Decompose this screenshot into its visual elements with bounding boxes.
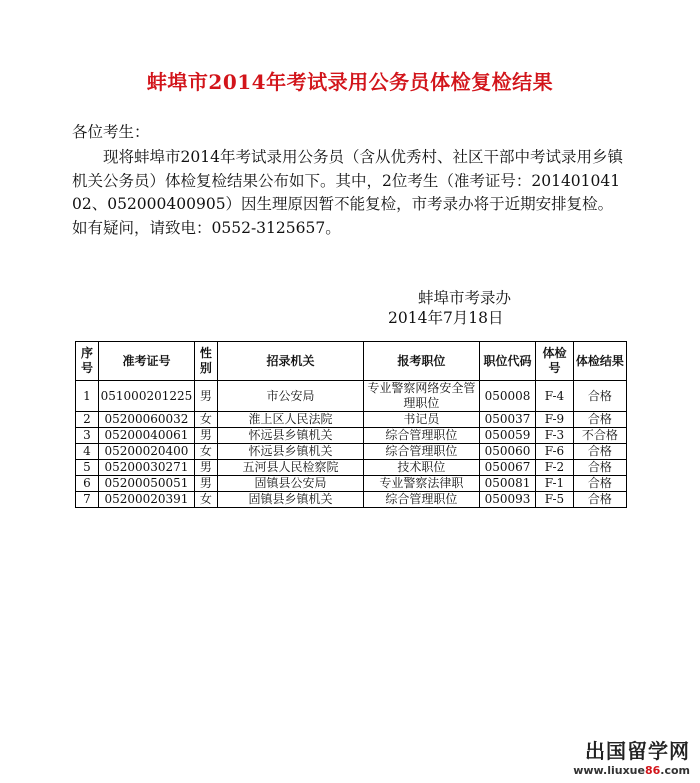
watermark-url-highlight: 86 [644,764,661,777]
table-cell: 综合管理职位 [364,444,480,460]
header-cell: 性别 [194,342,217,381]
table-cell: 7 [76,492,99,508]
table-cell: 书记员 [364,412,480,428]
table-cell: 五河县人民检察院 [217,460,363,476]
table-cell: 固镇县公安局 [217,476,363,492]
table-row [76,460,627,476]
table-cell: 050060 [479,444,535,460]
table-cell: 男 [194,428,217,444]
table-cell: 不合格 [573,428,626,444]
header-cell: 序号 [76,342,99,381]
table-cell: 合格 [573,460,626,476]
table-cell: 男 [194,476,217,492]
table-cell: 合格 [573,381,626,412]
table-cell: F-9 [536,412,574,428]
table-cell: 怀远县乡镇机关 [217,428,363,444]
header-cell: 报考职位 [364,342,480,381]
results-table [75,341,627,508]
table-cell: 05200060032 [98,412,194,428]
table-cell: 5 [76,460,99,476]
table-cell: 男 [194,381,217,412]
salutation: 各位考生： [72,123,150,141]
table-cell: 技术职位 [364,460,480,476]
table-row [76,428,627,444]
page-title: 蚌埠市2014年考试录用公务员体检复检结果 [146,70,554,94]
table-cell: 050081 [479,476,535,492]
table-cell: 05200050051 [98,476,194,492]
table-cell: 050037 [479,412,535,428]
table-cell: 固镇县乡镇机关 [217,492,363,508]
table-row [76,444,627,460]
table-cell: 专业警察网络安全管理职位 [364,381,480,412]
table-cell: F-4 [536,381,574,412]
table-row [76,492,627,508]
watermark-logo-text: 出国留学网 [585,739,690,763]
table-cell: 2 [76,412,99,428]
table-row [76,476,627,492]
table-cell: 05200030271 [98,460,194,476]
notice-body: 现将蚌埠市2014年考试录用公务员（含从优秀村、社区干部中考试录用乡镇机关公务员）体检复检结果公布如下。其中，2位考生（准考证号：20140104102、052000400905）因生理原因暂不能复检，市考录办将于近期安排复检。如有疑问，请致电：0552-3125657。 [72,148,623,237]
table-cell: 女 [194,492,217,508]
table-cell: 05200020391 [98,492,194,508]
signature-date: 2014年7月18日 [388,309,504,327]
header-cell: 职位代码 [479,342,535,381]
site-watermark [573,735,690,777]
table-cell: F-5 [536,492,574,508]
watermark-url-suffix: .com [660,764,690,777]
table-cell: F-2 [536,460,574,476]
header-cell: 体检结果 [573,342,626,381]
table-cell: 4 [76,444,99,460]
table-cell: 051000201225 [98,381,194,412]
table-cell: 050067 [479,460,535,476]
watermark-url [573,764,690,777]
table-cell: 050008 [479,381,535,412]
table-cell: 合格 [573,492,626,508]
table-cell: F-1 [536,476,574,492]
signature-org: 蚌埠市考录办 [418,289,512,307]
table-cell: 1 [76,381,99,412]
table-cell: 男 [194,460,217,476]
table-cell: 05200040061 [98,428,194,444]
table-cell: 050093 [479,492,535,508]
table-cell: 市公安局 [217,381,363,412]
table-cell: 3 [76,428,99,444]
table-cell: 合格 [573,476,626,492]
table-row [76,381,627,412]
table-cell: 05200020400 [98,444,194,460]
table-cell: 合格 [573,412,626,428]
table-cell: 女 [194,444,217,460]
table-cell: 专业警察法律职 [364,476,480,492]
table-row [76,412,627,428]
table-cell: 淮上区人民法院 [217,412,363,428]
table-cell: 合格 [573,444,626,460]
table-cell: F-3 [536,428,574,444]
table-cell: 综合管理职位 [364,492,480,508]
watermark-url-prefix: www.liuxue [573,764,645,777]
table-cell: 050059 [479,428,535,444]
header-cell: 准考证号 [98,342,194,381]
table-header-row [76,342,627,381]
table-cell: 女 [194,412,217,428]
table-cell: 综合管理职位 [364,428,480,444]
table-cell: 6 [76,476,99,492]
header-cell: 招录机关 [217,342,363,381]
header-cell: 体检号 [536,342,574,381]
table-cell: F-6 [536,444,574,460]
table-cell: 怀远县乡镇机关 [217,444,363,460]
